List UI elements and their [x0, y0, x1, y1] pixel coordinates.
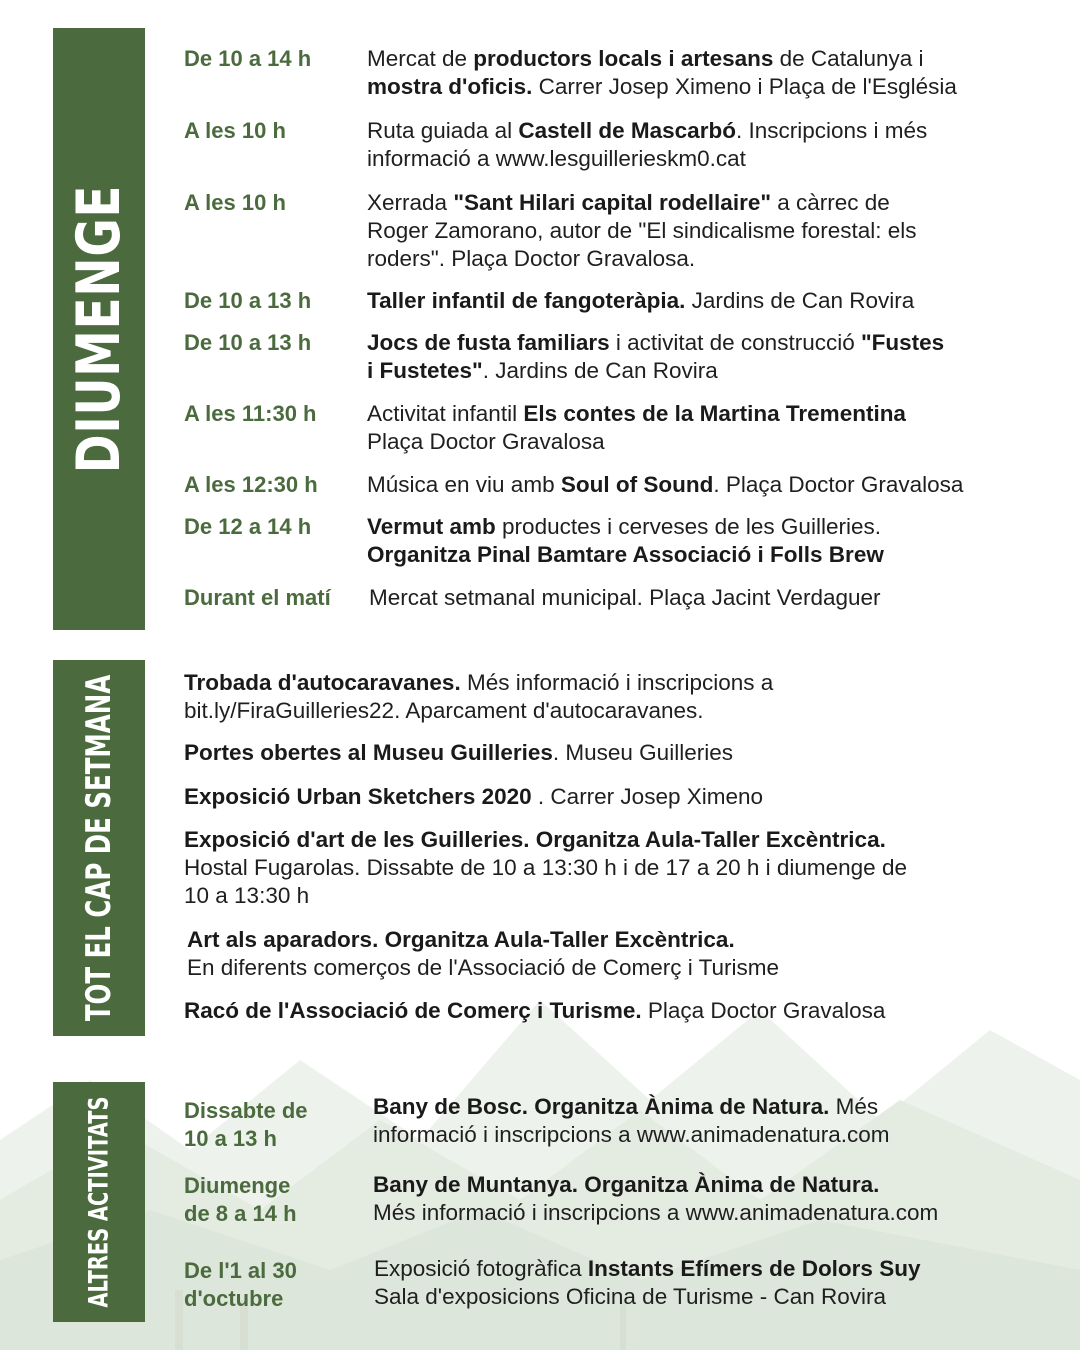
event-time: A les 11:30 h: [184, 401, 317, 426]
event-time: A les 12:30 h: [184, 472, 318, 497]
event-description: Xerrada "Sant Hilari capital rodellaire" a càrrec de Roger Zamorano, autor de "El sindicalisme forestal: els roders". Plaça Doctor Gravalosa.: [367, 190, 917, 271]
event-time: De 10 a 13 h: [184, 330, 312, 355]
activity-date: Dissabte de 10 a 13 h: [184, 1098, 308, 1151]
event-description: Activitat infantil Els contes de la Martina Trementina Plaça Doctor Gravalosa: [367, 401, 906, 454]
section-title-altres: ALTRES ACTIVITATS: [83, 1096, 115, 1308]
event-time: De 10 a 14 h: [184, 46, 312, 71]
section-bar-diumenge: [53, 28, 145, 630]
event-time: Durant el matí: [184, 585, 331, 610]
event-description: Música en viu amb Soul of Sound. Plaça Doctor Gravalosa: [367, 472, 964, 497]
section-bar-altres: [53, 1082, 145, 1322]
section-bar-cap-setmana: [53, 660, 145, 1036]
activity-date: Diumenge de 8 a 14 h: [184, 1173, 297, 1226]
weekend-item: Portes obertes al Museu Guilleries. Museu Guilleries: [184, 740, 733, 765]
event-description: Jocs de fusta familiars i activitat de construcció "Fustes i Fustetes". Jardins de Can Rovira: [367, 330, 945, 383]
activity-description: Bany de Bosc. Organitza Ànima de Natura. Més informació i inscripcions a www.animadenatura.com: [373, 1094, 890, 1147]
activity-date: De l'1 al 30 d'octubre: [184, 1258, 297, 1311]
event-description: Mercat setmanal municipal. Plaça Jacint Verdaguer: [369, 585, 881, 610]
section-title-diumenge: DIUMENGE: [64, 184, 134, 474]
event-time: De 12 a 14 h: [184, 514, 312, 539]
section-title-cap-setmana: TOT EL CAP DE SETMANA: [79, 674, 119, 1022]
event-description: Vermut amb productes i cerveses de les Guilleries. Organitza Pinal Bamtare Associació i Folls Brew: [367, 514, 884, 567]
event-time: De 10 a 13 h: [184, 288, 312, 313]
event-time: A les 10 h: [184, 118, 286, 143]
weekend-item: Exposició d'art de les Guilleries. Organitza Aula-Taller Excèntrica. Hostal Fugarolas. Dissabte de 10 a 13:30 h i de 17 a 20 h i diumenge de 10 a 13:30 h: [184, 827, 907, 908]
activity-description: Exposició fotogràfica Instants Efímers de Dolors Suy Sala d'exposicions Oficina de Turisme - Can Rovira: [374, 1256, 921, 1309]
event-description: Mercat de productors locals i artesans de Catalunya i mostra d'oficis. Carrer Josep Ximeno i Plaça de l'Església: [367, 46, 957, 99]
event-description: Taller infantil de fangoteràpia. Jardins de Can Rovira: [367, 288, 915, 313]
event-time: A les 10 h: [184, 190, 286, 215]
weekend-item: Racó de l'Associació de Comerç i Turisme. Plaça Doctor Gravalosa: [184, 998, 886, 1023]
event-description: Ruta guiada al Castell de Mascarbó. Inscripcions i més informació a www.lesguillerieskm0.cat: [367, 118, 928, 171]
weekend-item: Art als aparadors. Organitza Aula-Taller Excèntrica. En diferents comerços de l'Associació de Comerç i Turisme: [187, 927, 780, 980]
weekend-item: Trobada d'autocaravanes. Més informació i inscripcions a bit.ly/FiraGuilleries22. Aparcament d'autocaravanes.: [184, 670, 774, 723]
weekend-item: Exposició Urban Sketchers 2020 . Carrer Josep Ximeno: [184, 784, 764, 809]
activity-description: Bany de Muntanya. Organitza Ànima de Natura. Més informació i inscripcions a www.animadenatura.com: [373, 1172, 939, 1225]
